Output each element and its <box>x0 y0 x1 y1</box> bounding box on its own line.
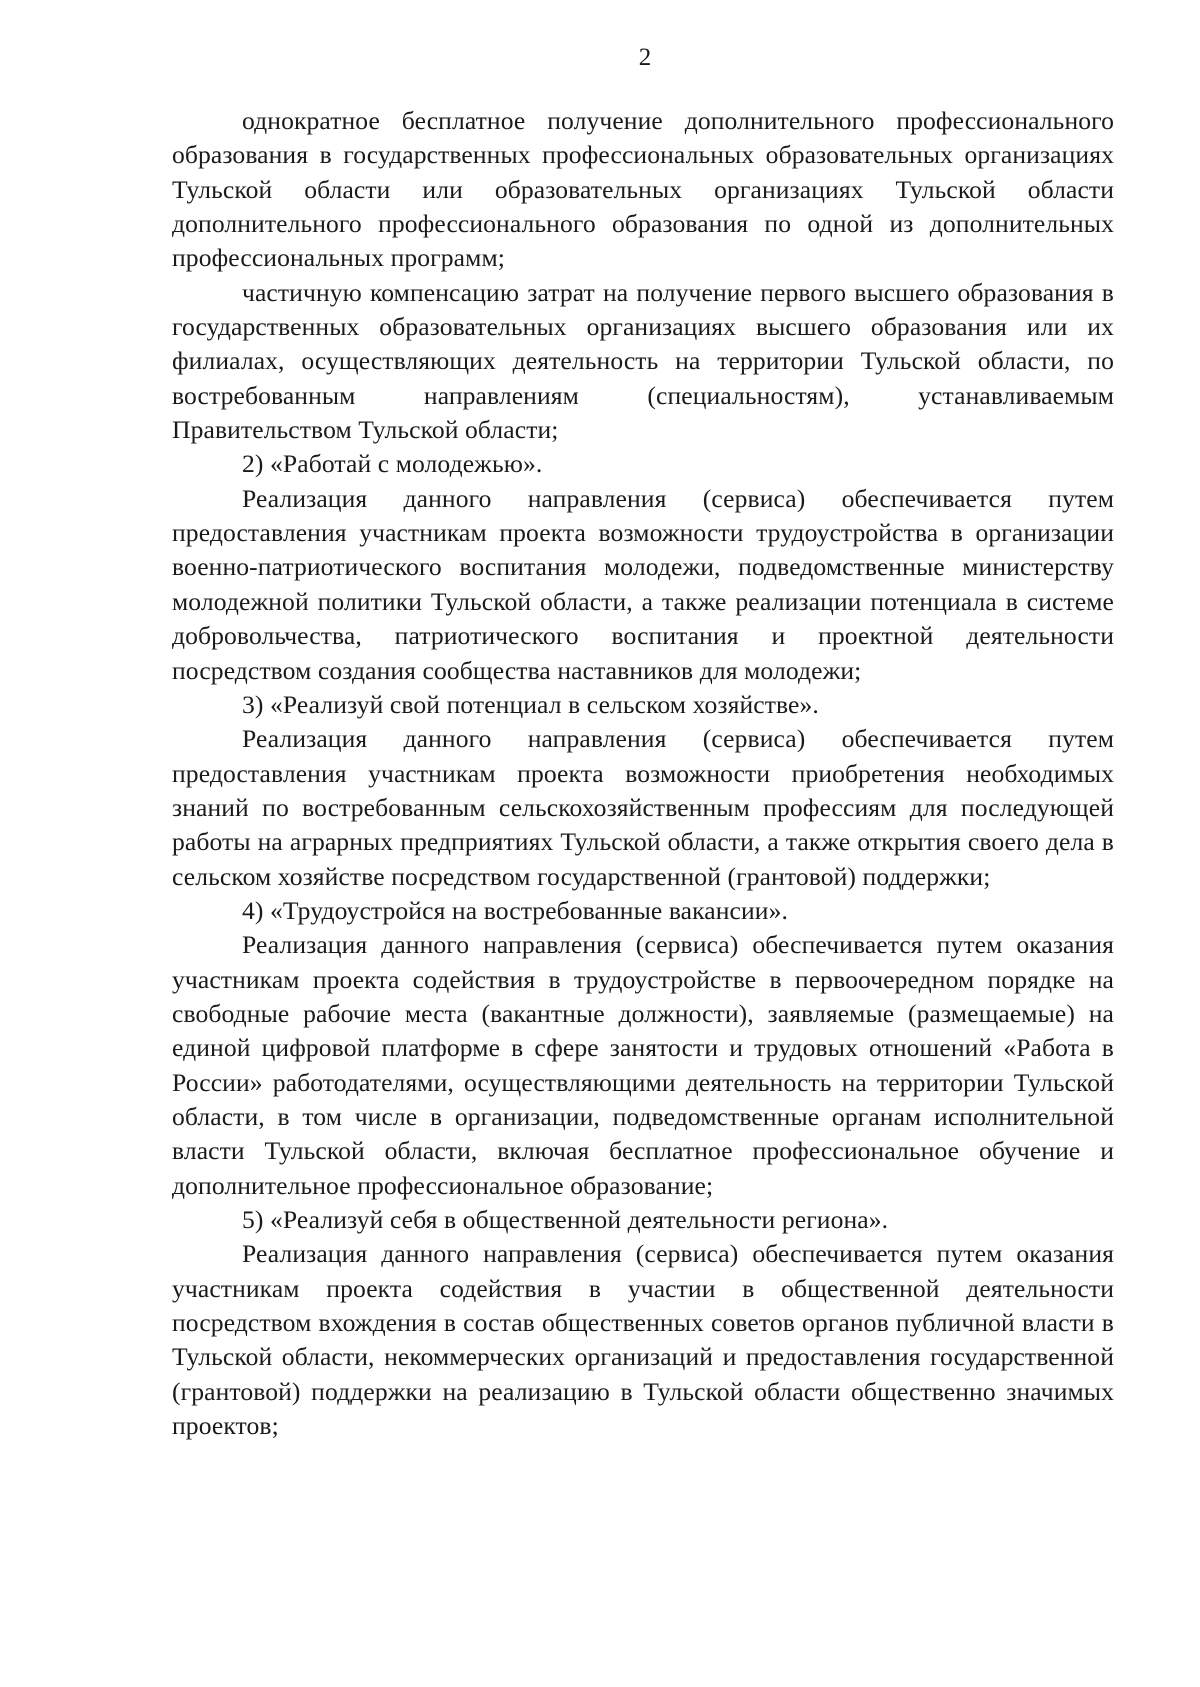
heading-public-activity: 5) «Реализуй себя в общественной деятельности региона». <box>242 1205 889 1234</box>
paragraph-work-with-youth: Реализация данного направления (сервиса) обеспечивается путем предоставления участникам проекта возможности трудоустройства в организации военно-патриотического воспитания молодежи, подведомственные министерству молодежной политики Тульской области, а также реализации потенциала в системе добровольчества, патриотического воспитания и проектной деятельности посредством создания сообщества наставников для молодежи; <box>172 483 1114 685</box>
document-body <box>172 104 1114 1443</box>
paragraph-public-activity: Реализация данного направления (сервиса) обеспечивается путем оказания участникам проекта содействия в участии в общественной деятельности посредством вхождения в состав общественных советов органов публичной власти в Тульской области, некоммерческих организаций и предоставления государственной (грантовой) поддержки на реализацию в Тульской области общественно значимых проектов; <box>172 1239 1114 1441</box>
heading-vacancies: 4) «Трудоустройся на востребованные вакансии». <box>242 895 788 925</box>
paragraph-higher-education-compensation: частичную компенсацию затрат на получение первого высшего образования в государственных образовательных организациях высшего образования или их филиалах, осуществляющих деятельность на территории Тульской области, по востребованным направлениям (специальностям), устанавливаемым Правительством Тульской области; <box>172 277 1114 445</box>
paragraph-vacancies: Реализация данного направления (сервиса) обеспечивается путем оказания участникам проекта содействия в трудоустройстве в первоочередном порядке на свободные рабочие места (вакантные должности), заявляемые (размещаемые) на единой цифровой платформе в сфере занятости и трудовых отношений «Работа в России» работодателями, осуществляющими деятельность на территории Тульской области, в том числе в организации, подведомственные органам исполнительной власти Тульской области, включая бесплатное профессиональное обучение и дополнительное профессиональное образование; <box>172 930 1114 1200</box>
heading-agriculture: 3) «Реализуй свой потенциал в сельском хозяйстве». <box>242 689 819 719</box>
page-number: 2 <box>638 44 652 71</box>
paragraph-additional-education: однократное бесплатное получение дополнительного профессионального образования в государственных профессиональных образовательных организациях Тульской области или образовательных организациях Тульской области дополнительного профессионального образования по одной из дополнительных профессиональных программ; <box>172 106 1114 273</box>
paragraph-agriculture: Реализация данного направления (сервиса) обеспечивается путем предоставления участникам проекта возможности приобретения необходимых знаний по востребованным сельскохозяйственным профессиям для последующей работы на аграрных предприятиях Тульской области, а также открытия своего дела в сельском хозяйстве посредством государственной (грантовой) поддержки; <box>172 724 1114 891</box>
heading-work-with-youth: 2) «Работай с молодежью». <box>242 449 543 479</box>
